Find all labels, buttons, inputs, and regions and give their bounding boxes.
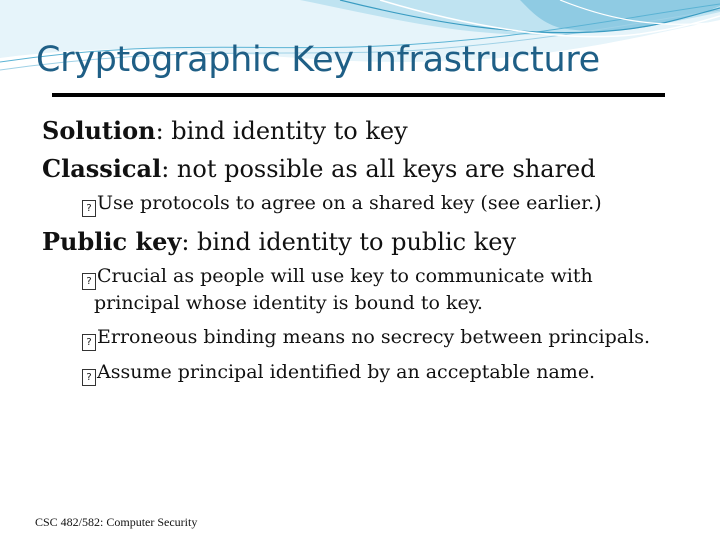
sub-bullet-crucial-continued xyxy=(94,290,712,316)
sub-bullet-text: principal whose identity is bound to key. xyxy=(94,292,483,314)
sub-bullet-erroneous xyxy=(82,324,712,351)
public-key-term: Public key xyxy=(42,227,182,256)
classical-text: : not possible as all keys are shared xyxy=(161,155,596,183)
solution-term: Solution xyxy=(42,116,156,145)
sub-bullet-assume xyxy=(82,359,712,386)
sub-bullet-crucial xyxy=(82,263,712,290)
sub-bullet-shared-key xyxy=(82,190,712,217)
title-underline xyxy=(52,93,665,97)
bullet-solution xyxy=(42,112,712,150)
bullet-glyph-icon: ? xyxy=(82,369,96,386)
public-key-text: : bind identity to public key xyxy=(181,228,517,256)
slide-title: Cryptographic Key Infrastructure xyxy=(36,40,600,80)
sub-bullet-text: Erroneous binding means no secrecy between principals. xyxy=(97,326,650,348)
bullet-glyph-icon: ? xyxy=(82,273,96,290)
bullet-public-key xyxy=(42,223,712,261)
solution-text: : bind identity to key xyxy=(155,117,408,145)
slide-footer: CSC 482/582: Computer Security xyxy=(35,515,198,529)
bullet-classical xyxy=(42,150,712,188)
bullet-glyph-icon: ? xyxy=(82,334,96,351)
sub-bullet-text: Crucial as people will use key to communicate with xyxy=(97,265,593,287)
classical-term: Classical xyxy=(42,154,162,183)
bullet-glyph-icon: ? xyxy=(82,200,96,217)
sub-bullet-text: Use protocols to agree on a shared key (see earlier.) xyxy=(97,192,602,214)
slide-content xyxy=(42,112,712,386)
sub-bullet-text: Assume principal identified by an acceptable name. xyxy=(97,361,596,383)
